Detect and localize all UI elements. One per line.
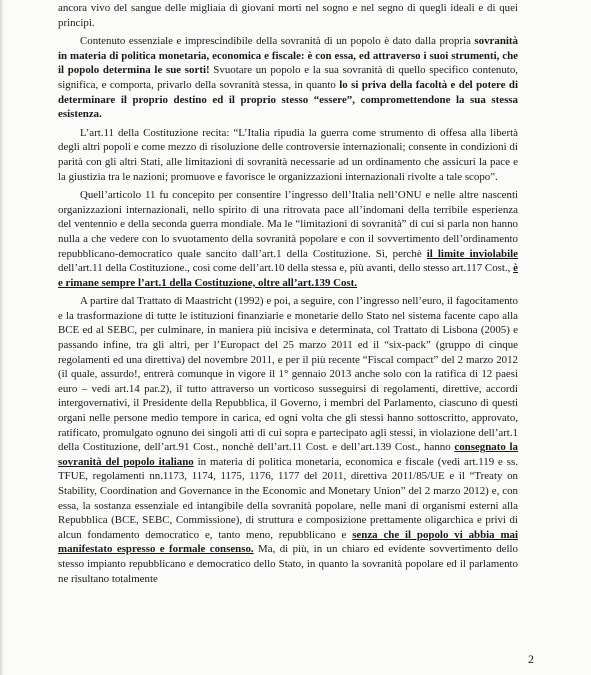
- body-text: L’art.11 della Costituzione recita: “L’Italia ripudia la guerra come strumento di offesa alla libertà degli altri popoli e come mezzo di risoluzione delle controversie internazionali; consente in condizioni di parità con gli altri Stati, alle limitazioni di sovranità necessarie ad un ordinamento che assicuri la pace e la giustizia tra le nazioni; promuove e favorisce le organizzazioni internazionali rivolte a tale scopo”.: [58, 126, 518, 183]
- paragraph-3: [58, 126, 518, 184]
- paragraph-1: [58, 1, 518, 30]
- emphasized-text: lo si priva della facoltà e del potere di determinare il proprio destino ed il proprio stesso “essere”, compromettendone la sua stessa esistenza.: [58, 78, 518, 121]
- paragraph-2: [58, 34, 518, 122]
- body-text: Quell’articolo 11 fu concepito per consentire l’ingresso dell’Italia nell’ONU e nelle altre nascenti organizzazioni internazionali, nello spirito di una ritrovata pace all’indomani della terribile esperienza del ventennio e della seconda guerra mondiale. Ma le “limitazioni di sovranità” di cui si parla non hanno nulla a che vedere con lo svuotamento della sovranità popolare e con il sovvertimento dell’ordinamento repubblicano-democratico quale sancito dall’art.1 della Costituzione. Sì, perchè: [58, 189, 518, 260]
- page-number: 2: [528, 652, 534, 666]
- document-body: [58, 1, 518, 586]
- emphasized-text: il limite inviolabile: [426, 247, 519, 260]
- body-text: A partire dal Trattato di Maastricht (1992) e poi, a seguire, con l’ingresso nell’euro, il fagocitamento e la trasformazione di tutte le istituzioni finanziarie e monetarie dello Stato nel sistema facente capo alla BCE ed al SEBC, per culminare, in maniera più incisiva e determinata, col Trattato di Lisbona (2005) e passando infine, tra gli altri, per l’Europact del 25 marzo 2011 ed il “six-pack” (gruppo di cinque regolamenti ed una direttiva) del novembre 2011, e per il più recente “Fiscal compact” del 2 marzo 2012 (il quale, assurdo!, entrerà comunque in vigore il 1° gennaio 2013 anche solo con la ratifica di 12 paesi euro – vedi art.14 par.2), il tutto attraverso un vorticoso susseguirsi di regolamenti, direttive, accordi intergovernativi, il Presidente della Repubblica, il Governo, i membri del Parlamento, ciascuno di questi organi nelle persone medio tempore in carica, ed ogni volta che gli stessi hanno sottoscritto, approvato, ratificato, promulgato ognuno dei singoli atti di cui sopra e partecipato agli stessi, in violazione dell’art.1 della Costituzione, dell’art.91 Cost., nonchè dell’art.11 Cost. e dell’art.139 Cost., hanno: [58, 295, 518, 454]
- emphasized-text: consegnato la sovranità del popolo italiano: [58, 441, 518, 468]
- body-text: Svuotare un popolo e la sua sovranità di quello specifico contenuto, significa, e comporta, privarlo della sovranità stessa, in quanto: [58, 64, 518, 91]
- body-text: Contenuto essenziale e imprescindibile della sovranità di un popolo è dato dalla propria: [80, 35, 475, 48]
- emphasized-text: sovranità in materia di politica monetaria, economica e fiscale: è con essa, ed attraverso i suoi strumenti, che il popolo determina le sue sorti!: [58, 35, 518, 77]
- body-text: in materia di politica monetaria, economica e fiscale (vedi art.119 e ss. TFUE, regolamenti nn.1173, 1174, 1175, 1176, 1177 del 2011, direttiva 2011/85/UE e il “Treaty on Stability, Coordination and Governance in the Economic and Monetary Union” del 2 marzo 2012) e, con essa, la sostanza essenziale ed intangibile della sovranità popolare, nelle mani di organismi esterni alla Repubblica (BCE, SEBC, Commissione), di struttura e composizione prettamente oligarchica e privi di alcun fondamento democratico e, tanto meno, repubblicano e: [58, 455, 518, 541]
- emphasized-text: è e rimane sempre l’art.1 della Costituzione, oltre all’art.139 Cost.: [58, 262, 518, 289]
- paragraph-4: [58, 188, 518, 290]
- emphasized-text: senza che il popolo vi abbia mai manifestato espresso e formale consenso.: [58, 528, 519, 556]
- body-text: Ma, di più, in un chiaro ed evidente sovvertimento dello stesso impianto repubblicano e democratico dello Stato, in quanto la sovranità popolare ed il parlamento ne risultano totalmente: [58, 543, 519, 585]
- scan-edge: [0, 0, 4, 675]
- body-text: dell’art.11 della Costituzione., così come dell’art.10 della stessa e, più avanti, dello stesso art.117 Cost.,: [58, 262, 514, 275]
- paragraph-5: [58, 294, 518, 586]
- body-text: ancora vivo del sangue delle migliaia di giovani morti nel sogno e nel segno di quegli ideali e di quei principi.: [58, 2, 518, 29]
